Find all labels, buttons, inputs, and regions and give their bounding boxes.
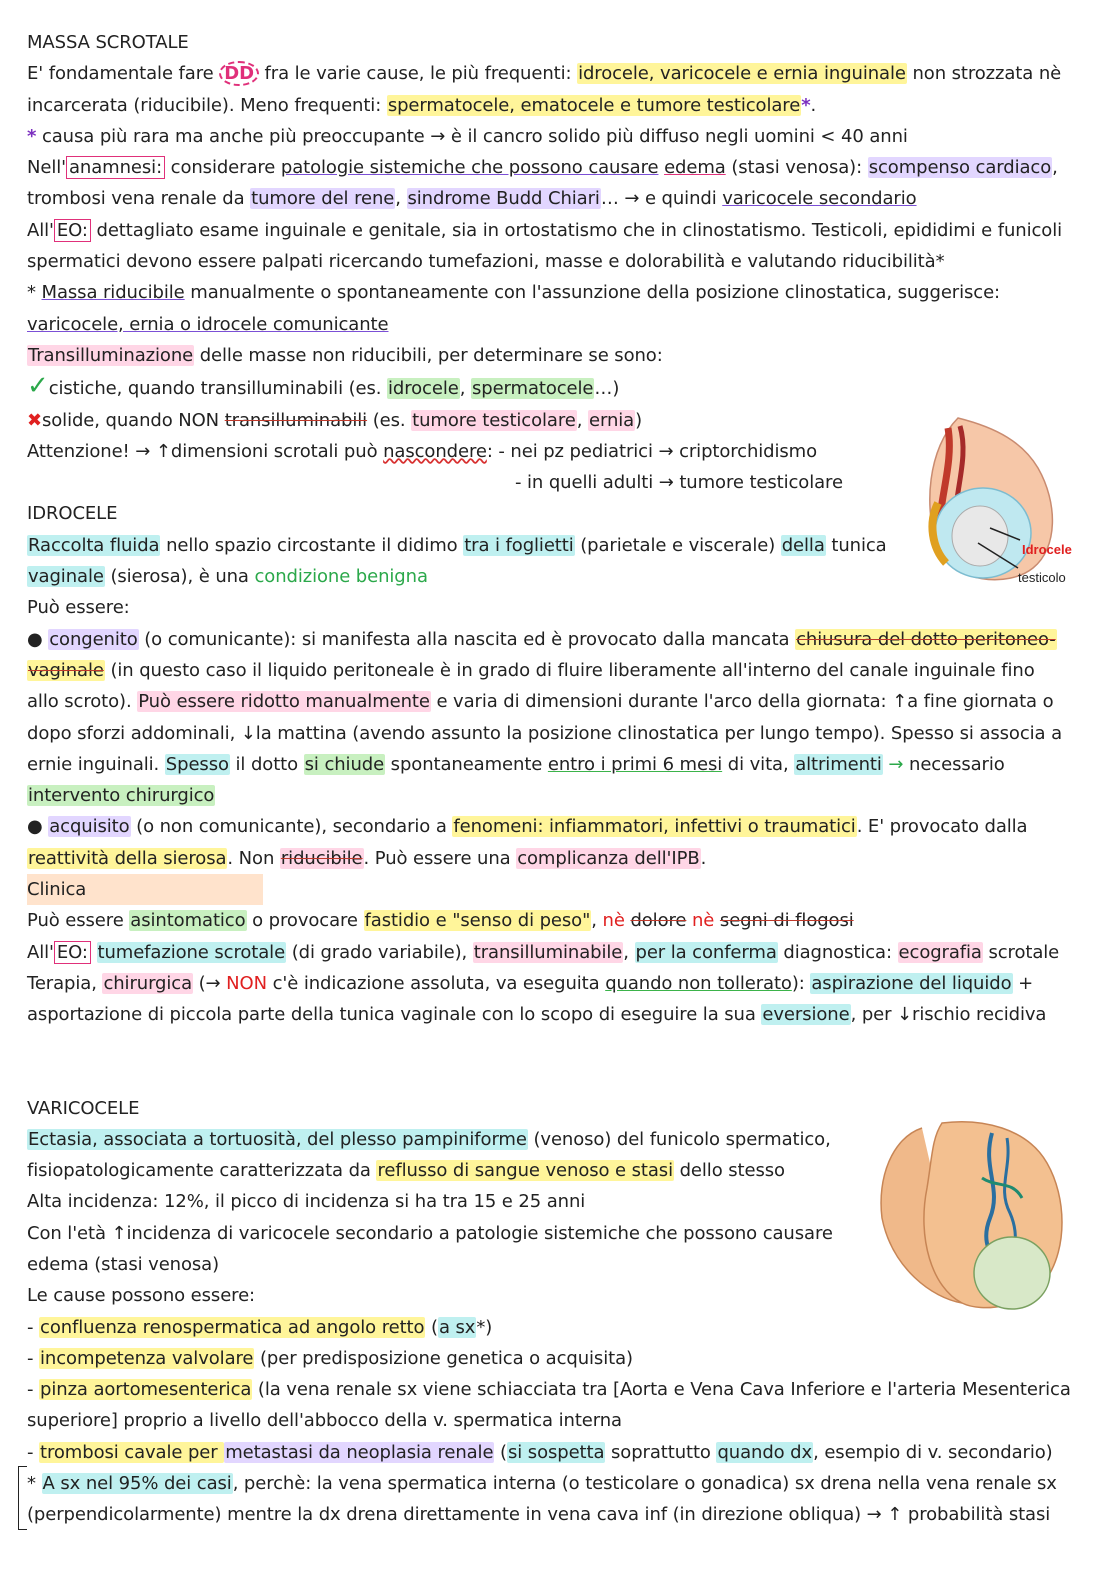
cross-icon: ✖ <box>27 409 42 431</box>
text-line: varicocele, ernia o idrocele comunicante <box>27 313 389 335</box>
text-line: ● congenito (o comunicante): si manifesta alla nascita ed è provocato dalla mancata chiusura del dotto peritoneo- <box>27 628 1056 650</box>
text-line: E' fondamentale fare DD fra le varie cause, le più frequenti: idrocele, varicocele e ernia inguinale non strozzata nè <box>27 63 1062 85</box>
text-line: * A sx nel 95% dei casi, perchè: la vena spermatica interna (o testicolare o gonadica) sx drena nella vena renale sx <box>27 1473 1057 1495</box>
text-line: - confluenza renospermatica ad angolo retto (a sx*) <box>27 1316 493 1338</box>
text-line: spermatici devono essere palpati ricercando tumefazioni, masse e dolorabilità e valutando riducibilità* <box>27 251 945 273</box>
text-line: ✓cistiche, quando transilluminabili (es. idrocele, spermatocele…) <box>27 371 620 402</box>
text-line: * Massa riducibile manualmente o spontaneamente con l'assunzione della posizione clinostatica, suggerisce: <box>27 282 1001 304</box>
text-line: edema (stasi venosa) <box>27 1253 220 1275</box>
text-line: Terapia, chirurgica (→ NON c'è indicazione assoluta, va eseguita quando non tollerato): aspirazione del liquido + <box>27 972 1034 994</box>
text-line: Con l'età ↑incidenza di varicocele secondario a patologie sistemiche che possono causare <box>27 1222 833 1244</box>
text-line: fisiopatologicamente caratterizzata da reflusso di sangue venoso e stasi dello stesso <box>27 1160 785 1182</box>
text-line: Alta incidenza: 12%, il picco di incidenza si ha tra 15 e 25 anni <box>27 1191 586 1213</box>
text-line: - incompetenza valvolare (per predisposizione genetica o acquisita) <box>27 1347 633 1369</box>
text-line: ● acquisito (o non comunicante), secondario a fenomeni: infiammatori, infettivi o traumatici. E' provocato dalla <box>27 816 1028 838</box>
footnote-bracket <box>18 1466 27 1530</box>
text-line: ernie inguinali. Spesso il dotto si chiude spontaneamente entro i primi 6 mesi di vita, altrimenti → necessario <box>27 753 1005 775</box>
text-line: intervento chirurgico <box>28 785 215 807</box>
text-line: superiore] proprio a livello dell'abbocco della v. spermatica interna <box>27 1410 622 1432</box>
text-line: Ectasia, associata a tortuosità, del plesso pampiniforme (venoso) del funicolo spermatico, <box>28 1128 831 1150</box>
text-line: dopo sforzi addominali, ↓la mattina (avendo assunto la posizione clinostatica per lungo tempo). Spesso si associa a <box>27 722 1063 744</box>
section-title-idrocele: IDROCELE <box>27 503 118 525</box>
check-icon: ✓ <box>27 371 49 402</box>
idrocele-label: Idrocele <box>1022 542 1072 557</box>
text-line: Transilluminazione delle masse non riducibili, per determinare se sono: <box>28 344 663 366</box>
varicocele-illustration <box>862 1118 1087 1318</box>
text-line: reattività della sierosa. Non riducibile. Può essere una complicanza dell'IPB. <box>28 847 707 869</box>
subsection-clinica: Clinica <box>27 874 1093 905</box>
text-line: vaginale (sierosa), è una condizione benigna <box>28 566 428 588</box>
text-line: * causa più rara ma anche più preoccupante → è il cancro solido più diffuso negli uomini < 40 anni <box>27 125 908 147</box>
testicolo-label: testicolo <box>1018 570 1066 585</box>
text-line: incarcerata (riducibile). Meno frequenti: spermatocele, ematocele e tumore testicolare*. <box>27 94 817 116</box>
text-line: Nell' anamnesi: considerare patologie sistemiche che possono causare edema (stasi venosa): scompenso cardiaco, <box>27 157 1058 179</box>
section-title-massa-scrotale: MASSA SCROTALE <box>27 32 189 53</box>
text-line: - in quelli adulti → tumore testicolare <box>515 472 843 494</box>
text-line: ✖solide, quando NON transilluminabili (es. tumore testicolare, ernia) <box>27 409 643 431</box>
text-line: trombosi vena renale da tumore del rene, sindrome Budd Chiari… → e quindi varicocele secondario <box>27 188 917 210</box>
text-line: Raccolta fluida nello spazio circostante il didimo tra i foglietti (parietale e viscerale) della tunica <box>28 534 887 556</box>
text-line: All' EO: tumefazione scrotale (di grado variabile), transilluminabile, per la conferma diagnostica: ecografia scrotale <box>27 941 1060 963</box>
text-line: Può essere: <box>27 597 130 619</box>
text-line: (perpendicolarmente) mentre la dx drena direttamente in vena cava inf (in direzione obliqua) → ↑ probabilità stasi <box>27 1504 1051 1526</box>
section-title-varicocele: VARICOCELE <box>27 1097 140 1119</box>
text-line: Può essere asintomatico o provocare fastidio e "senso di peso", nè dolore nè segni di flogosi <box>27 910 854 932</box>
text-line: allo scroto). Può essere ridotto manualmente e varia di dimensioni durante l'arco della giornata: ↑a fine giornata o <box>27 691 1054 713</box>
text-line: vaginale (in questo caso il liquido peritoneale è in grado di fluire liberamente all'interno del canale inguinale fino <box>28 659 1035 681</box>
text-line: - pinza aortomesenterica (la vena renale sx viene schiacciata tra [Aorta e Vena Cava Inferiore e l'arteria Mesenterica <box>27 1379 1071 1401</box>
text-line: asportazione di piccola parte della tunica vaginale con lo scopo di eseguire la sua eversione, per ↓rischio recidiva <box>27 1004 1047 1026</box>
text-line: All' EO: dettagliato esame inguinale e genitale, sia in ortostatismo che in clinostatismo. Testicoli, epididimi e funicoli <box>27 219 1063 241</box>
text-line: Le cause possono essere: <box>27 1285 256 1307</box>
dd-circled: DD <box>219 61 259 86</box>
text-line: - trombosi cavale per metastasi da neoplasia renale (si sospetta soprattutto quando dx, esempio di v. secondario) <box>27 1441 1053 1463</box>
idrocele-illustration <box>918 408 1088 590</box>
text-line: Attenzione! → ↑dimensioni scrotali può nascondere: - nei pz pediatrici → criptorchidismo <box>27 440 818 462</box>
